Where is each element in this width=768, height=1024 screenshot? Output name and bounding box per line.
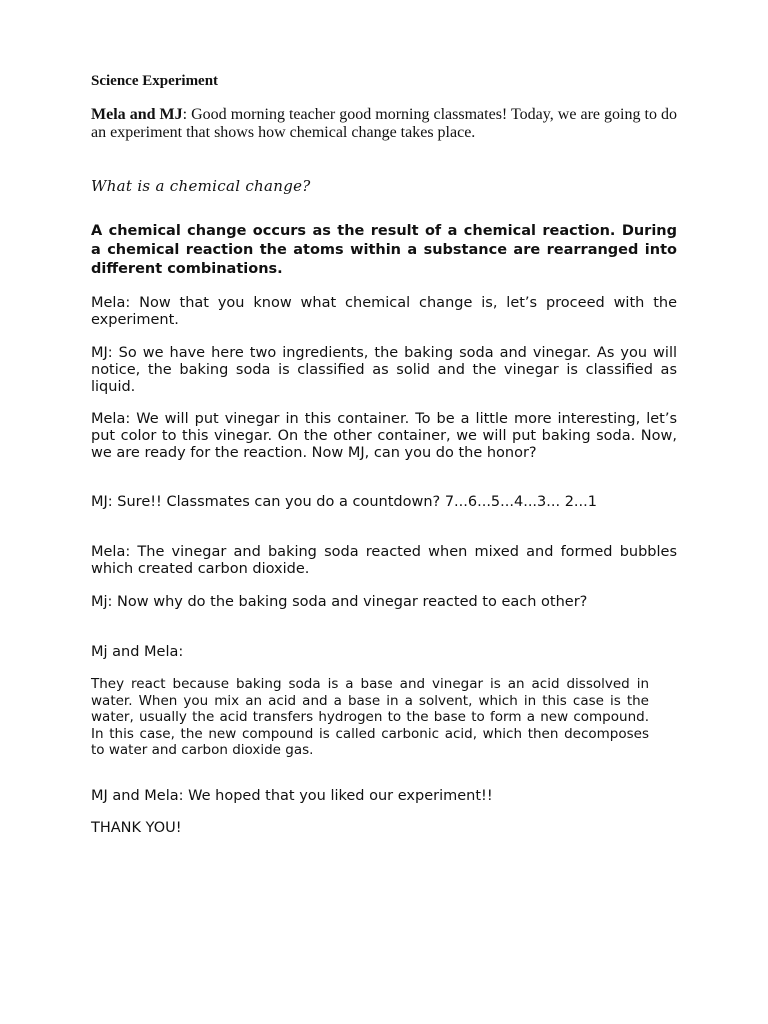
dialogue-line-6: Mj: Now why do the baking soda and vinegar reacted to each other? bbox=[91, 594, 588, 610]
dialogue-line-1: Mela: Now that you know what chemical change is, let’s proceed with the experiment. bbox=[91, 295, 677, 328]
dialogue-line-4: MJ: Sure!! Classmates can you do a countdown? 7...6...5...4...3... 2...1 bbox=[91, 494, 597, 510]
document-title: Science Experiment bbox=[91, 73, 219, 89]
dialogue-line-5: Mela: The vinegar and baking soda reacted when mixed and formed bubbles which created carbon dioxide. bbox=[91, 544, 677, 577]
intro-text: : Good morning teacher good morning classmates! Today, we are going to do an experiment that shows how chemical change takes place. bbox=[91, 106, 678, 141]
definition-paragraph: A chemical change occurs as the result of a chemical reaction. During a chemical reaction the atoms within a substance are rearranged into different combinations. bbox=[91, 223, 677, 277]
intro-paragraph bbox=[91, 106, 677, 142]
dialogue-line-3: Mela: We will put vinegar in this container. To be a little more interesting, let’s put color to this vinegar. On the other container, we will put baking soda. Now, we are ready for the reaction. Now MJ, can you do the honor? bbox=[91, 411, 677, 461]
closing-line: MJ and Mela: We hoped that you liked our experiment!! bbox=[91, 788, 493, 804]
question-heading: What is a chemical change? bbox=[91, 177, 311, 195]
intro-speakers: Mela and MJ bbox=[91, 106, 183, 123]
dialogue-line-7: Mj and Mela: bbox=[91, 644, 184, 660]
thank-you-line: THANK YOU! bbox=[91, 820, 182, 836]
dialogue-line-2: MJ: So we have here two ingredients, the baking soda and vinegar. As you will notice, the baking soda is classified as solid and the vinegar is classified as liquid. bbox=[91, 345, 677, 395]
explanation-paragraph: They react because baking soda is a base and vinegar is an acid dissolved in water. When you mix an acid and a base in a solvent, which in this case is the water, usually the acid transfers hydrogen to the base to form a new compound. In this case, the new compound is called carbonic acid, which then decomposes to water and carbon dioxide gas. bbox=[91, 676, 649, 758]
